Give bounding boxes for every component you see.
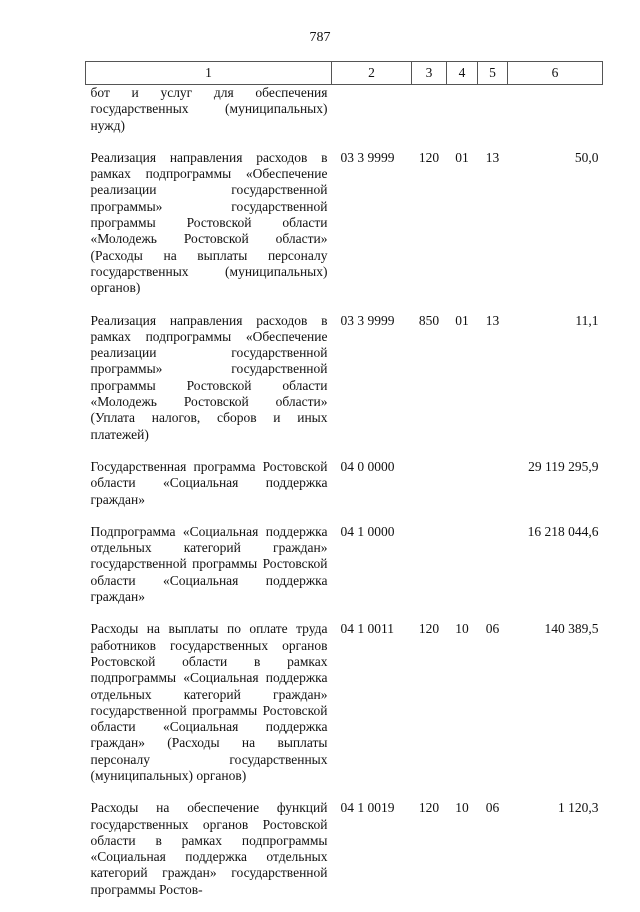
target-code: 03 3 9999 [340, 149, 395, 165]
expense-type: 120 [418, 621, 440, 637]
amount: 1 120,3 [558, 800, 599, 816]
expense-name: Реализация направления расходов в рамках подпрограммы «Обеспечение реализации государственной программы» государственной программы Ростовской области «Молодежь Ростовской области» (Расходы на выплаты персоналу государственных (муниципальных) органов) [90, 149, 328, 296]
subsection [478, 522, 508, 619]
subsection: 13 [485, 149, 500, 165]
column-header: 3 [412, 62, 447, 85]
subsection [478, 85, 508, 148]
section [447, 522, 478, 619]
expense-type [412, 85, 447, 148]
expense-type [412, 522, 447, 619]
expense-type [412, 457, 447, 522]
target-code: 04 1 0011 [340, 621, 394, 637]
subsection: 13 [485, 312, 500, 328]
section [447, 85, 478, 148]
expense-name: Подпрограмма «Социальная поддержка отдельных категорий граждан» государственной программы Ростовской области «Социальная поддержка граждан» [90, 523, 328, 605]
column-header: 6 [508, 62, 603, 85]
amount [508, 85, 603, 148]
expense-name: бот и услуг для обеспечения государственных (муниципальных) нужд) [90, 85, 328, 133]
table-header-row [86, 62, 603, 85]
section: 10 [455, 800, 469, 816]
expense-name: Расходы на выплаты по оплате труда работников государственных органов Ростовской области в рамках подпрограммы «Социальная поддержка отдельных категорий граждан» государственной программы Ростовской области «Социальная поддержка граждан» (Расходы на выплаты персоналу государственных (муниципальных) органов) [90, 621, 328, 783]
section: 01 [455, 312, 469, 328]
column-header: 1 [86, 62, 332, 85]
section [447, 457, 478, 522]
expense-name: Государственная программа Ростовской области «Социальная поддержка граждан» [90, 458, 328, 507]
column-header: 5 [478, 62, 508, 85]
expense-name: Расходы на обеспечение функций государственных органов Ростовской области в рамках подпрограммы «Социальная поддержка отдельных категорий граждан» государственной программы Ростов- [90, 800, 328, 897]
page-number: 787 [309, 30, 331, 45]
table-row [86, 457, 603, 522]
target-code: 04 1 0019 [340, 800, 395, 816]
amount: 140 389,5 [544, 621, 599, 637]
section: 01 [455, 149, 469, 165]
table-row [86, 798, 603, 912]
amount: 11,1 [575, 312, 599, 328]
subsection: 06 [485, 621, 500, 637]
table-row [86, 85, 603, 148]
expense-type: 120 [418, 800, 440, 816]
table-row [86, 619, 603, 798]
amount: 29 119 295,9 [528, 458, 599, 474]
subsection [478, 457, 508, 522]
table-row [86, 148, 603, 311]
expense-name: Реализация направления расходов в рамках подпрограммы «Обеспечение реализации государственной программы» государственной программы Ростовской области «Молодежь Ростовской области» (Уплата налогов, сборов и иных платежей) [90, 312, 328, 442]
budget-table [85, 61, 603, 912]
expense-type: 850 [418, 312, 440, 328]
subsection: 06 [485, 800, 500, 816]
section: 10 [455, 621, 469, 637]
column-header: 2 [332, 62, 412, 85]
target-code: 04 1 0000 [340, 523, 395, 539]
target-code [332, 85, 412, 148]
amount: 16 218 044,6 [527, 523, 599, 539]
target-code: 03 3 9999 [340, 312, 395, 328]
target-code: 04 0 0000 [340, 458, 395, 474]
table-row [86, 522, 603, 619]
table-row [86, 311, 603, 457]
column-header: 4 [447, 62, 478, 85]
amount: 50,0 [574, 149, 599, 165]
expense-type: 120 [418, 149, 440, 165]
